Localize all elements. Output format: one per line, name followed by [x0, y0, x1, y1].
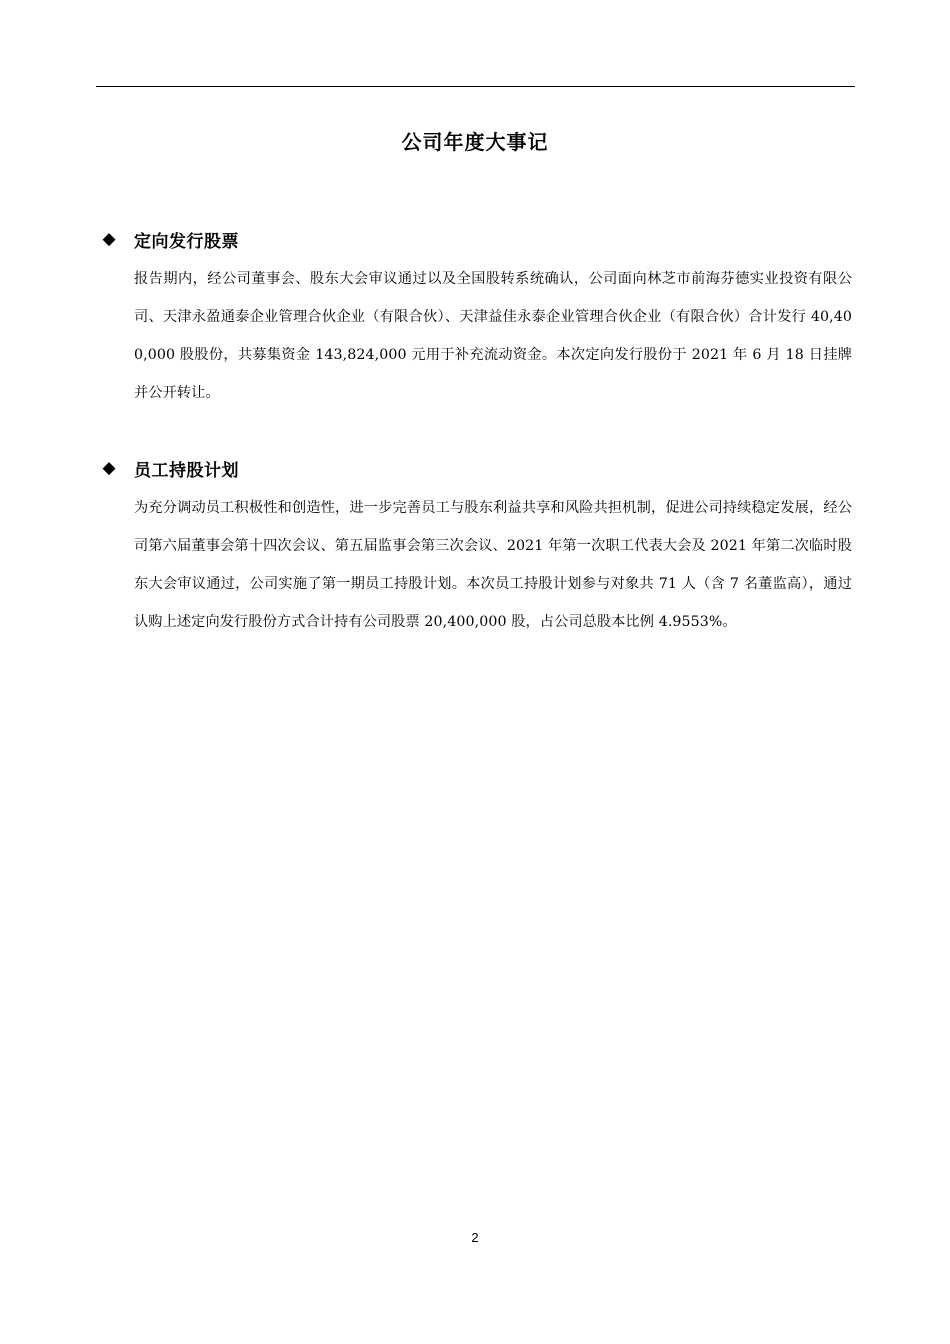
section-private-placement — [96, 228, 856, 412]
section-paragraph: 为充分调动员工积极性和创造性，进一步完善员工与股东利益共享和风险共担机制，促进公司持续稳定发展，经公司第六届董事会第十四次会议、第五届监事会第三次会议、2021 年第一次职工代表大会及 2021 年第二次临时股东大会审议通过，公司实施了第一期员工持股计划。本次员工持股计划参与对象共 71 人（含 7 名董监高），通过认购上述定向发行股份方式合计持有公司股票 20,400,000 股，占公司总股本比例 4.9553%。 — [134, 500, 852, 630]
section-title: 员工持股计划 — [134, 460, 239, 481]
diamond-bullet-icon: ◆ — [102, 458, 116, 478]
section-paragraph: 报告期内，经公司董事会、股东大会审议通过以及全国股转系统确认，公司面向林芝市前海芬德实业投资有限公司、天津永盈通泰企业管理合伙企业（有限合伙）、天津益佳永泰企业管理合伙企业（有限合伙）合计发行 40,400,000 股股份，共募集资金 143,824,000 元用于补充流动资金。本次定向发行股份于 2021 年 6 月 18 日挂牌并公开转让。 — [134, 271, 852, 401]
section-heading — [96, 457, 856, 479]
page-title: 公司年度大事记 — [401, 130, 549, 154]
page-number: 2 — [471, 1230, 479, 1245]
section-title: 定向发行股票 — [134, 231, 239, 252]
diamond-bullet-icon: ◆ — [102, 229, 116, 249]
section-employee-stock-plan — [96, 457, 856, 641]
section-heading — [96, 228, 856, 250]
header-rule — [96, 86, 855, 87]
